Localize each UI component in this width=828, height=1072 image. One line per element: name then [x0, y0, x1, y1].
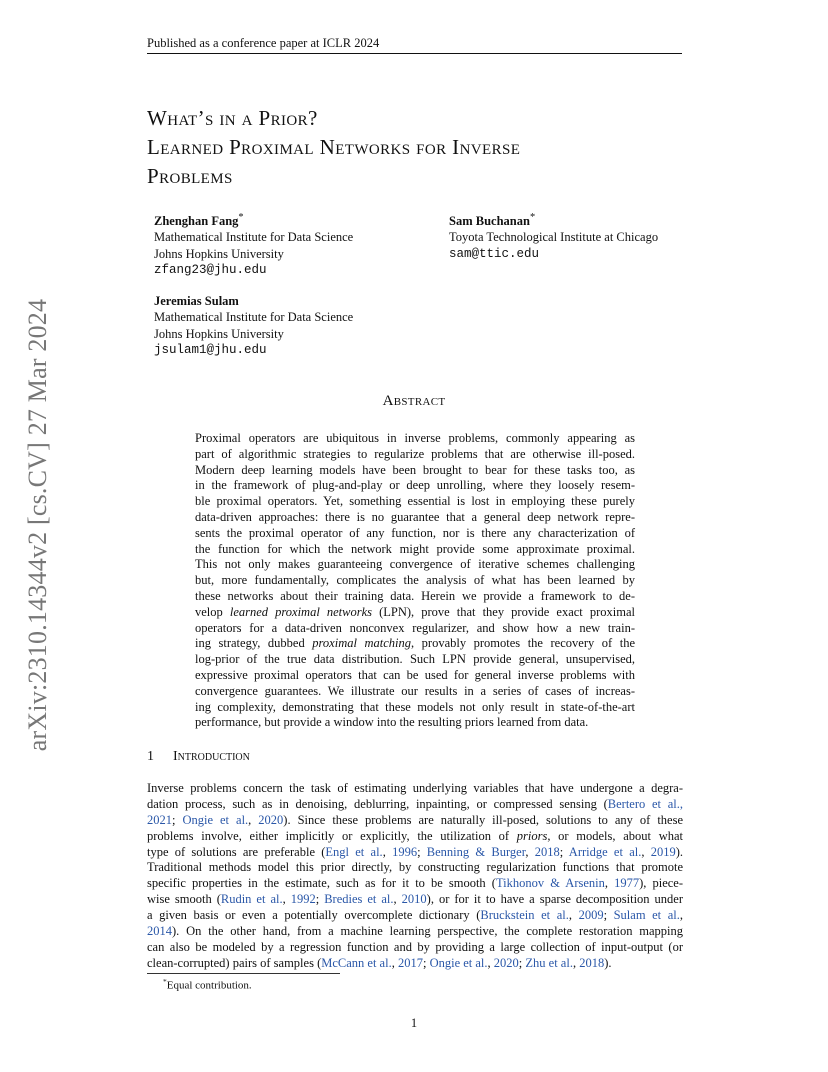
- citation-link[interactable]: Engl et al.: [325, 844, 383, 859]
- text-segment: clean-corrupted) pairs of samples (: [147, 955, 322, 970]
- text-line: data-driven approaches: there is no guarantee that a general deep network repre-: [195, 509, 635, 524]
- text-segment: dation process, such as in denoising, deblurring, inpainting, or compressed sensing (: [147, 796, 608, 811]
- text-line: operators for a data-driven nonconvex regularizer, and show how a new train-: [195, 620, 635, 635]
- text-line: Traditional methods model this prior directly, by constructing regularization functions that promote: [147, 860, 683, 875]
- author-name: Jeremias Sulam: [154, 294, 239, 308]
- author-institution: Johns Hopkins University: [154, 326, 284, 341]
- text-segment: ).: [604, 955, 612, 970]
- text-segment: (LPN), prove that they provide exact proximal: [372, 604, 635, 619]
- text-line: expressive proximal operators that can be used for general inverse problems with: [195, 667, 635, 682]
- citation-link[interactable]: Ongie et al.: [182, 812, 249, 827]
- text-line: part of algorithmic strategies to regularize problems that are otherwise ill-posed.: [195, 446, 635, 461]
- footnote-text: Equal contribution.: [166, 979, 252, 992]
- title-line-2: Learned Proximal Networks for Inverse: [147, 135, 521, 159]
- author-name: Zhenghan Fang: [154, 214, 239, 229]
- text-line: [147, 908, 683, 924]
- citation-link[interactable]: Bruckstein et al.: [480, 908, 569, 923]
- text-segment: ,: [641, 844, 651, 859]
- text-segment: wise smooth (: [147, 892, 221, 907]
- citation-link[interactable]: 1996: [392, 844, 418, 859]
- text-segment: ). Since these problems are naturally ill-posed, solutions to any of these: [283, 812, 684, 827]
- text-line: but, more fundamentally, complicates the analysis of what has been learned by: [195, 573, 635, 588]
- text-segment: ;: [518, 955, 526, 970]
- text-segment: ;: [559, 844, 569, 859]
- citation-link[interactable]: 2009: [578, 908, 604, 923]
- text-segment: ).: [675, 844, 684, 859]
- text-line: Inverse problems concern the task of estimating underlying variables that have undergone a degra-: [147, 781, 683, 795]
- text-segment: ,: [572, 955, 580, 970]
- text-line: [147, 892, 683, 908]
- citation-link[interactable]: 2019: [650, 844, 676, 859]
- text-line: Modern deep learning models have been brought to bear for these tasks too, as: [195, 462, 635, 477]
- citation-link[interactable]: 2020: [258, 812, 284, 827]
- citation-link[interactable]: Tikhonov & Arsenin: [495, 876, 605, 891]
- text-segment: ), piece-: [639, 876, 684, 891]
- text-line: sents the proximal operator of any function, nor is there any characterization of: [195, 525, 635, 540]
- author-email[interactable]: zfang23@jhu.edu: [154, 263, 267, 278]
- citation-link[interactable]: Bertero et al.,: [607, 796, 683, 811]
- citation-link[interactable]: Rudin et al.: [220, 892, 283, 907]
- citation-link[interactable]: Benning & Burger: [426, 844, 526, 859]
- text-line: in the framework of plug-and-play or deep unrolling, where they loosely resem-: [195, 478, 635, 493]
- text-line: ble proximal operators. Yet, something essential is lost in employing these purely: [195, 494, 635, 509]
- text-segment: ;: [603, 908, 614, 923]
- text-line: [195, 636, 635, 652]
- abstract-body: [195, 431, 635, 731]
- text-line: [147, 813, 683, 829]
- equal-contribution-mark: *: [238, 212, 244, 223]
- footnote-rule: [147, 973, 340, 974]
- arxiv-identifier-text: arXiv:2310.14344v2 [cs.CV] 27 Mar 2024: [23, 298, 52, 752]
- citation-link[interactable]: Sulam et al.: [613, 908, 680, 923]
- author-block-buchanan: [449, 210, 658, 262]
- emphasized-text: priors: [516, 828, 548, 843]
- emphasized-text: learned proximal networks: [229, 604, 372, 619]
- text-line: ing complexity, demonstrating that these models not only result in state-of-the-art: [195, 699, 635, 714]
- text-segment: ). On the other hand, from a machine learning perspective, the complete restoration mapping: [172, 924, 683, 939]
- text-segment: ;: [315, 892, 325, 907]
- text-line: [147, 876, 683, 892]
- page-number: 1: [410, 1016, 418, 1030]
- author-affiliation: Mathematical Institute for Data Science: [154, 230, 354, 245]
- text-segment: a given basis or even a potentially overcomplete dictionary (: [147, 908, 481, 923]
- citation-link[interactable]: 2018: [534, 844, 560, 859]
- author-block-fang: [154, 210, 353, 278]
- text-segment: ,: [248, 812, 259, 827]
- title-line-1: What’s in a Prior?: [147, 106, 318, 130]
- text-line: performance, but provide a window into the resulting priors learned from data.: [195, 715, 589, 730]
- text-segment: ;: [172, 812, 183, 827]
- abstract-heading: Abstract: [382, 393, 446, 409]
- text-segment: ,: [679, 908, 683, 923]
- text-line: these networks about their training data. Herein we provide a framework to de-: [195, 588, 635, 603]
- emphasized-text: proximal matching: [312, 636, 412, 651]
- title-line-3: Problems: [147, 164, 233, 188]
- text-segment: , or models, about what: [547, 828, 683, 843]
- citation-link[interactable]: 2014: [147, 924, 172, 939]
- text-line: This not only makes guaranteeing convergence of iterative schemes challenging: [195, 557, 635, 572]
- header-rule: [147, 53, 682, 54]
- text-line: [147, 956, 683, 972]
- footnote: [163, 977, 252, 992]
- text-segment: type of solutions are preferable (: [147, 844, 326, 859]
- equal-contribution-mark: *: [529, 212, 536, 223]
- text-line: convergence guarantees. We illustrate our results in a series of cases of increas-: [195, 683, 635, 698]
- author-name: Sam Buchanan: [449, 214, 530, 229]
- author-affiliation: Toyota Technological Institute at Chicago: [449, 230, 659, 245]
- citation-link[interactable]: Ongie et al.: [429, 955, 488, 970]
- author-institution: Johns Hopkins University: [154, 246, 284, 261]
- text-line: [147, 829, 683, 845]
- section-title: Introduction: [173, 749, 250, 764]
- text-segment: ,: [525, 844, 535, 859]
- text-line: [195, 605, 635, 621]
- author-email[interactable]: jsulam1@jhu.edu: [154, 342, 267, 357]
- citation-link[interactable]: 2017: [397, 955, 423, 970]
- citation-link[interactable]: McCann et al.: [321, 955, 392, 970]
- text-segment: ,: [391, 955, 398, 970]
- text-line: Proximal operators are ubiquitous in inverse problems, commonly appearing as: [195, 431, 635, 445]
- text-line: can also be modeled by a regression function and by providing a large collection of input-output (or: [147, 939, 683, 954]
- author-email[interactable]: sam@ttic.edu: [449, 246, 540, 261]
- text-segment: ing strategy, dubbed: [195, 636, 313, 651]
- author-affiliation: Mathematical Institute for Data Science: [154, 310, 354, 325]
- citation-link[interactable]: 1992: [290, 892, 316, 907]
- citation-link[interactable]: 2010: [401, 892, 427, 907]
- text-line: [147, 797, 683, 813]
- citation-link[interactable]: 1977: [614, 876, 640, 891]
- text-segment: ,: [568, 908, 579, 923]
- paper-title: [147, 104, 687, 191]
- footnote-mark: *: [163, 977, 167, 986]
- text-line: [147, 924, 683, 940]
- text-segment: ,: [604, 876, 615, 891]
- text-segment: ), or for it to have a sparse decomposition under: [426, 892, 683, 907]
- citation-link[interactable]: Arridge et al.: [568, 844, 642, 859]
- text-line: log-prior of the true data distribution. Such LPN provide general, unsupervised,: [195, 652, 635, 667]
- running-header: Published as a conference paper at ICLR 2024: [147, 36, 380, 50]
- section-heading-introduction: [147, 749, 250, 765]
- text-segment: ,: [282, 892, 291, 907]
- text-segment: ,: [393, 892, 402, 907]
- citation-link[interactable]: Bredies et al.: [324, 892, 394, 907]
- text-line: [147, 845, 683, 861]
- citation-link[interactable]: 2018: [579, 955, 605, 970]
- citation-link[interactable]: Zhu et al.: [525, 955, 573, 970]
- text-segment: ;: [417, 844, 427, 859]
- section-number: 1: [147, 749, 154, 764]
- introduction-body: [147, 781, 683, 972]
- text-segment: ,: [487, 955, 494, 970]
- text-segment: ,: [382, 844, 393, 859]
- text-segment: , provably promotes the recovery of the: [411, 636, 635, 651]
- text-line: the function for which the network might provide some approximate proximal.: [195, 541, 635, 556]
- text-segment: specific properties in the estimate, such as for it to be smooth (: [147, 876, 496, 891]
- text-segment: problems involve, either implicitly or explicitly, the utilization of: [147, 828, 517, 843]
- text-segment: ;: [422, 955, 430, 970]
- citation-link[interactable]: 2020: [493, 955, 519, 970]
- text-segment: velop: [195, 604, 230, 619]
- citation-link[interactable]: 2021: [147, 812, 172, 827]
- author-block-sulam: [154, 293, 353, 358]
